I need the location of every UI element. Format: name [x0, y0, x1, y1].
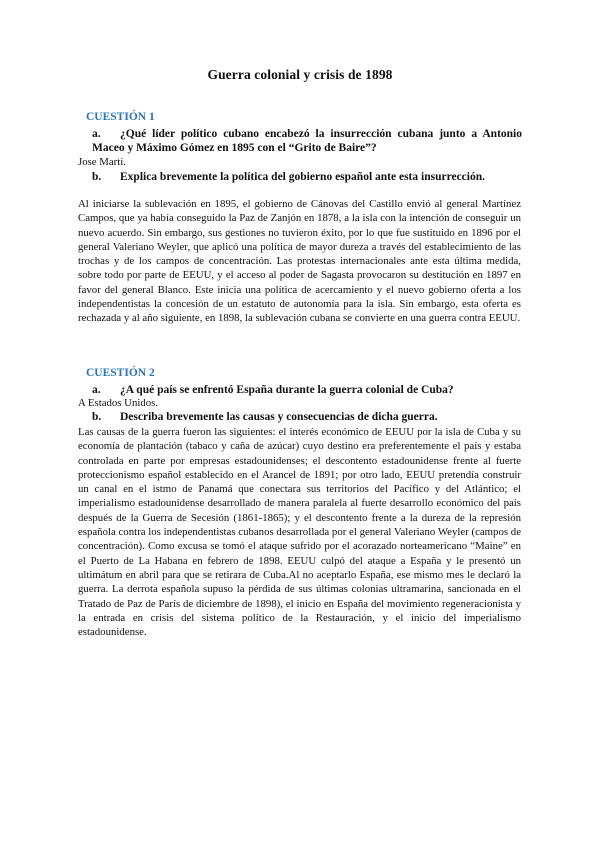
question-text: Describa brevemente las causas y consecuencias de dicha guerra. [120, 411, 438, 423]
question-text: ¿Qué líder político cubano encabezó la insurrección cubana junto a Antonio Maceo y Máximo Gómez en 1895 con el “Grito de Baire”? [92, 128, 522, 154]
question-text: ¿A qué país se enfrentó España durante la guerra colonial de Cuba? [120, 384, 454, 396]
question-1a [92, 127, 522, 155]
question-marker: b. [92, 411, 102, 423]
document-title: Guerra colonial y crisis de 1898 [207, 67, 393, 82]
answer-2a: A Estados Unidos. [78, 397, 159, 409]
question-2b [92, 410, 522, 424]
answer-1b: Al iniciarse la sublevación en 1895, el gobierno de Cánovas del Castillo envió al general Martínez Campos, que ya había conseguido la Paz de Zanjón en 1878, a la isla con la intención de conseguir un nuevo acuerdo. Sin embargo, sus gestiones no tuvieron éxito, por lo que fue sustituido en 1896 por el general Valeriano Weyler, que aplicó una política de mayor dureza a través del establecimiento de las trochas y de los campos de concentración. Las protestas internacionales ante esta última medida, sobre todo por parte de EEUU, y el acceso al poder de Sagasta provocaron su destitución en 1897 en favor del general Blanco. Este inicia una política de acercamiento y el nuevo gobierno oferta a los independentistas la concesión de un estatuto de autonomía para la isla. Sin embargo, esta oferta es rechazada y al año siguiente, en 1898, la sublevación cubana se convierte en una guerra contra EEUU. [78, 198, 521, 325]
question-marker: b. [92, 171, 102, 183]
question-2a [92, 383, 522, 397]
answer-2b: Las causas de la guerra fueron las siguientes: el interés económico de EEUU por la isla de Cuba y su economía de plantación (tabaco y caña de azúcar) cuyo destino era preferentemente el país y estaba controlada en parte por empresas estadounidenses; el descontento estadounidense frente al fuerte proteccionismo español establecido en el Arancel de 1891; por otro lado, EEUU pretendía construir un canal en el istmo de Panamá que conectara sus territorios del Pacífico y del Atlántico; el imperialismo estadounidense desarrollado de manera paralela al fuerte desarrollo económico del país después de la Guerra de Secesión (1861-1865); y el descontento frente a la dureza de la represión española contra los independentistas cubanos desarrollada por el general Valeriano Weyler (campos de concentración). Como excusa se tomó el ataque sufrido por el acorazado norteamericano “Maine” en el Puerto de La Habana en febrero de 1898. EEUU culpó del ataque a España y le presentó un ultimátum en abril para que se retirara de Cuba.Al no aceptarlo España, ese mismo mes le declaró la guerra. La derrota española supuso la pérdida de sus últimas colonias ultramarina, sancionada en el Tratado de Paz de París de diciembre de 1898), el inicio en España del movimiento regeneracionista y la entrada en crisis del sistema político de la Restauración, y el inicio del imperialismo estadounidense. [78, 426, 521, 639]
question-marker: a. [92, 128, 101, 140]
section-heading-1: CUESTIÓN 1 [86, 111, 155, 123]
section-heading-2: CUESTIÓN 2 [86, 367, 155, 379]
question-1b [92, 170, 522, 184]
question-marker: a. [92, 384, 101, 396]
answer-1a: Jose Martí. [78, 156, 126, 168]
question-text: Explica brevemente la política del gobierno español ante esta insurrección. [120, 171, 485, 183]
